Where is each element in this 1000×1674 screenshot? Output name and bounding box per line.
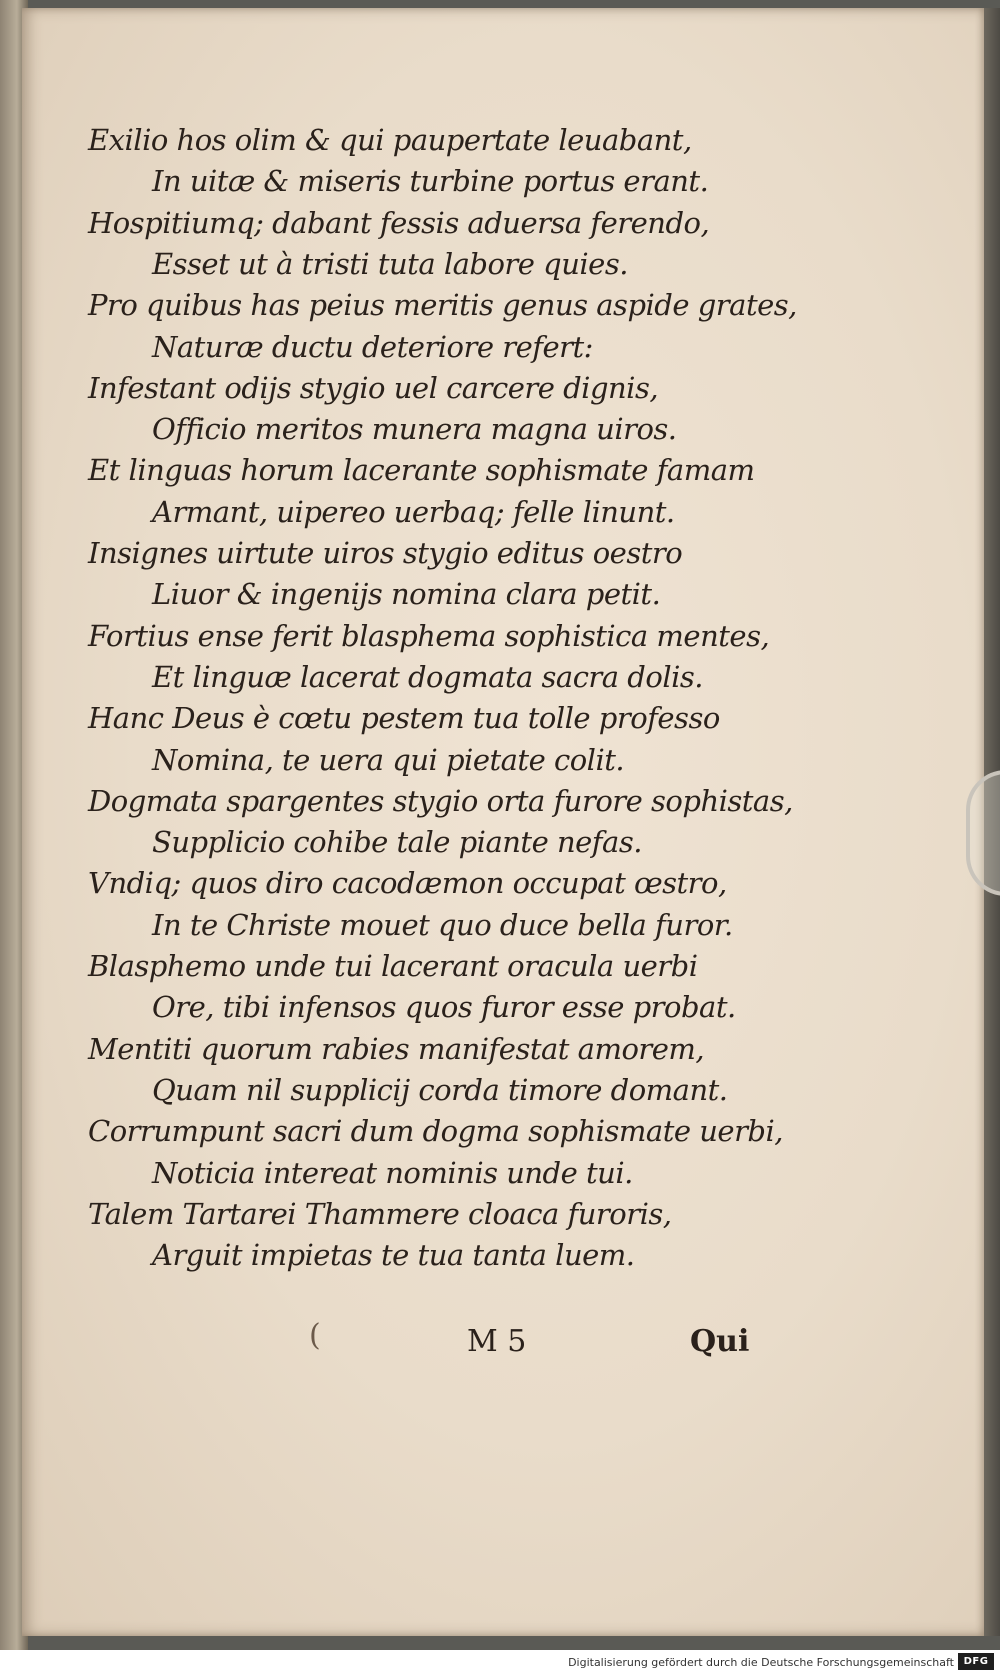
- poem-line: Et linguæ lacerat dogmata sacra dolis.: [152, 659, 703, 694]
- poem-line: Liuor & ingenijs nomina clara petit.: [152, 577, 661, 612]
- poem-line: Hanc Deus è cœtu pestem tua tolle professo: [88, 701, 720, 736]
- poem-line: Hospitiumq; dabant fessis aduersa ferendo,: [88, 205, 710, 240]
- poem-line: Naturæ ductu deteriore refert:: [152, 329, 593, 364]
- poem-line: Infestant odijs stygio uel carcere dignis,: [88, 370, 659, 405]
- poem-line: Insignes uirtute uiros stygio editus oestro: [88, 536, 683, 570]
- page-clip: [966, 770, 1000, 896]
- poem-line: Officio meritos munera magna uiros.: [152, 412, 677, 447]
- poem-line: Vndiq; quos diro cacodæmon occupat œstro,: [88, 866, 727, 901]
- poem-line: Mentiti quorum rabies manifestat amorem,: [88, 1031, 705, 1066]
- footer-credit: Digitalisierung gefördert durch die Deutsche Forschungsgemeinschaft: [568, 1656, 954, 1669]
- poem-line: Nomina, te uera qui pietate colit.: [152, 742, 625, 777]
- poem-line: Noticia intereat nominis unde tui.: [152, 1155, 633, 1190]
- signature-mark: M 5: [467, 1324, 527, 1359]
- poem-line: Et linguas horum lacerante sophismate famam: [88, 453, 755, 488]
- dfg-logo: DFG: [958, 1653, 994, 1670]
- poem-line: Esset ut à tristi tuta labore quies.: [152, 246, 628, 281]
- poem-line: Exilio hos olim & qui paupertate leuabant,: [88, 123, 692, 157]
- poem-line: In te Christe mouet quo duce bella furor.: [152, 907, 733, 942]
- poem-line: Dogmata spargentes stygio orta furore sophistas,: [88, 783, 793, 818]
- poem-line: Armant, uipereo uerbaq; felle linunt.: [152, 494, 675, 529]
- catchword: Qui: [690, 1324, 750, 1359]
- poem-line: Quam nil supplicij corda timore domant.: [152, 1072, 728, 1107]
- poem-line: Blasphemo unde tui lacerant oracula uerbi: [88, 949, 698, 983]
- poem-line: In uitæ & miseris turbine portus erant.: [152, 164, 709, 199]
- poem-line: Arguit impietas te tua tanta luem.: [152, 1238, 635, 1273]
- poem-line: Pro quibus has peius meritis genus aspide grates,: [88, 288, 797, 323]
- poem-line: Corrumpunt sacri dum dogma sophismate uerbi,: [88, 1114, 783, 1149]
- stray-mark: (: [309, 1318, 321, 1353]
- poem-line: Fortius ense ferit blasphema sophistica mentes,: [88, 618, 770, 653]
- book-page: [22, 8, 984, 1636]
- poem-line: Ore, tibi infensos quos furor esse probat.: [152, 990, 736, 1025]
- poem-line: Supplicio cohibe tale piante nefas.: [152, 825, 642, 860]
- poem-line: Talem Tartarei Thammere cloaca furoris,: [88, 1196, 672, 1231]
